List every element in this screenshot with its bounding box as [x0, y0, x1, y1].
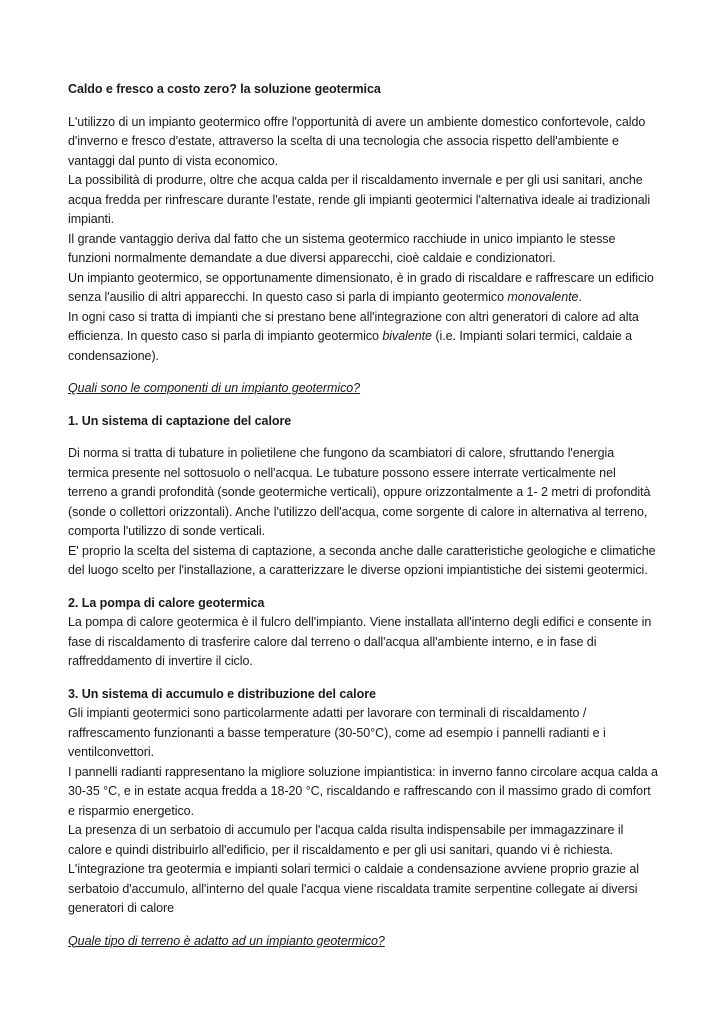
document-title: Caldo e fresco a costo zero? la soluzione geotermica	[68, 82, 381, 96]
section-1-heading: 1. Un sistema di captazione del calore	[68, 413, 292, 428]
section-2-paragraph-1: La pompa di calore geotermica è il fulcro dell'impianto. Viene installata all'interno degli edifici e consente in fase di riscaldamento di trasferire calore dal terreno o dall'acqua all'ambiente interno, e in fase di raffreddamento di invertire il ciclo.	[68, 615, 652, 668]
question-heading-components: Quali sono le componenti di un impianto geotermico?	[68, 381, 361, 395]
intro-paragraph-2: La possibilità di produrre, oltre che acqua calda per il riscaldamento invernale e per gli usi sanitari, anche acqua fredda per rinfrescare durante l'estate, rende gli impianti geotermici l'alternativa ideale ai tradizionali impianti.	[68, 173, 651, 226]
intro-paragraph-3: Il grande vantaggio deriva dal fatto che un sistema geotermico racchiude in unico impianto le stesse funzioni normalmente demandate a due diversi apparecchi, cioè caldaie e condizionatori.	[68, 231, 616, 265]
section-1-body	[68, 444, 658, 581]
term-bivalente: bivalente	[382, 329, 432, 343]
intro-paragraph-1: L'utilizzo di un impianto geotermico offre l'opportunità di avere un ambiente domestico confortevole, caldo d'inverno e fresco d'estate, attraverso la scelta di una tecnologia che associa rispetto dell'ambiente e vantaggi dal punto di vista economico.	[68, 114, 646, 168]
intro-paragraph-5-text: In ogni caso si tratta di impianti che si prestano bene all'integrazione con altri generatori di calore ad alta efficienza. In questo caso si parla di impianto geotermico	[68, 309, 639, 343]
intro-paragraph-4-tail: .	[578, 290, 582, 304]
intro-paragraph-5	[68, 308, 658, 367]
term-monovalente: monovalente	[507, 290, 579, 304]
intro-block	[68, 113, 658, 367]
section-3-paragraph-4: L'integrazione tra geotermia e impianti solari termici o caldaie a condensazione avviene proprio grazie al serbatoio d'accumulo, all'interno del quale l'acqua viene riscaldata tramite serpentine collegate ai diversi generatori di calore	[68, 862, 640, 915]
section-1-paragraph-2: E' proprio la scelta del sistema di captazione, a seconda anche dalle caratteristiche geologiche e climatiche del luogo scelto per l'installazione, a caratterizzare le diverse opzioni impiantistiche dei sistemi geotermici.	[68, 543, 656, 577]
section-3-paragraph-2: I pannelli radianti rappresentano la migliore soluzione impiantistica: in inverno fanno circolare acqua calda a 30-35 °C, e in estate acqua fredda a 18-20 °C, riscaldando e raffrescando con il massimo grado di comfort e risparmio energetico.	[68, 764, 658, 818]
section-1-paragraph-1: Di norma si tratta di tubature in polietilene che fungono da scambiatori di calore, sfruttando l'energia termica presente nel sottosuolo o nell'acqua. Le tubature possono essere interrate verticalmente nel terreno a grandi profondità (sonde geotermiche verticali), oppure orizzontalmente a 1- 2 metri di profondità (sonde o collettori orizzontali). Anche l'utilizzo dell'acqua, come sorgente di calore in alternativa al terreno, comporta l'utilizzo di sonde verticali.	[68, 446, 651, 538]
question-heading-terrain: Quale tipo di terreno è adatto ad un impianto geotermico?	[68, 933, 385, 948]
intro-paragraph-4-text: Un impianto geotermico, se opportunamente dimensionato, è in grado di riscaldare e raffrescare un edificio senza l'ausilio di altri apparecchi. In questo caso si parla di impianto geotermico	[68, 270, 654, 304]
intro-paragraph-5-tail: (i.e. Impianti solari termici, caldaie a condensazione).	[68, 329, 633, 363]
section-2-block	[68, 594, 658, 672]
section-3-block	[68, 685, 658, 919]
section-3-heading: 3. Un sistema di accumulo e distribuzione del calore	[68, 686, 376, 701]
section-3-paragraph-1: Gli impianti geotermici sono particolarmente adatti per lavorare con terminali di riscaldamento / raffrescamento funzionanti a basse temperature (30-50°C), come ad esempio i pannelli radianti e i ventilconvettori.	[68, 706, 606, 759]
section-2-heading: 2. La pompa di calore geotermica	[68, 595, 265, 610]
intro-paragraph-4	[68, 269, 658, 308]
section-3-paragraph-3: La presenza di un serbatoio di accumulo per l'acqua calda risulta indispensabile per immagazzinare il calore e quindi distribuirlo all'edificio, per il riscaldamento e per gli usi sanitari, quando vi è richiesta.	[68, 823, 624, 857]
